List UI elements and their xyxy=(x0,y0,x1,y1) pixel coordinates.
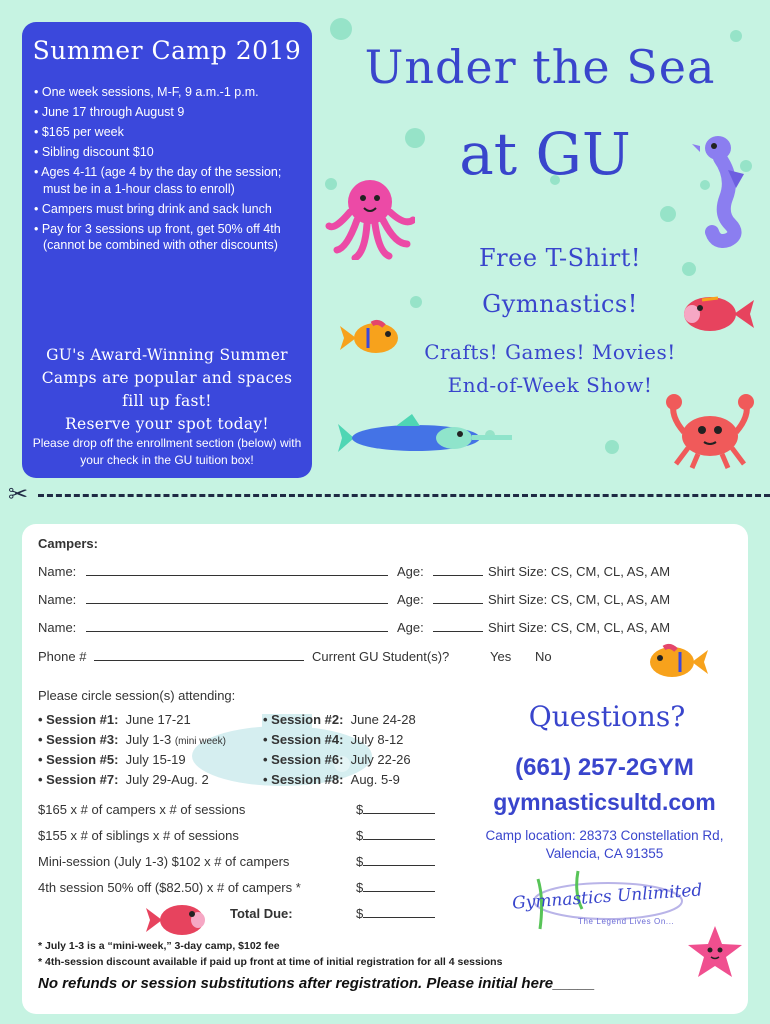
name-label: Name: xyxy=(38,592,77,607)
name-label: Name: xyxy=(38,564,77,579)
octopus-icon xyxy=(325,170,415,260)
fee-line: $165 x # of campers x # of sessions xyxy=(38,802,246,817)
fee-amount xyxy=(356,828,435,843)
bubble-dot xyxy=(330,18,352,40)
session-label: • Session #6: xyxy=(263,752,344,767)
session-label: • Session #4: xyxy=(263,732,344,747)
camp-info-box xyxy=(22,22,312,478)
session-label: • Session #5: xyxy=(38,752,119,767)
sawfish-icon xyxy=(336,412,516,462)
contact-phone[interactable]: (661) 257-2GYM xyxy=(515,754,694,781)
name-field[interactable] xyxy=(86,620,388,632)
footnote: * 4th-session discount available if paid up front at time of initial registration for all 4 sessions xyxy=(38,956,503,968)
shirt-size-options[interactable]: Shirt Size: CS, CM, CL, AS, AM xyxy=(488,592,671,607)
phone-row xyxy=(38,649,304,664)
session-label: • Session #8: xyxy=(263,772,344,787)
age-field[interactable] xyxy=(433,592,483,604)
logo-tagline: The Legend Lives On... xyxy=(578,917,675,926)
camp-title: Summer Camp 2019 xyxy=(32,36,302,65)
promo-line: Reserve your spot today! xyxy=(65,415,269,433)
fee-amount xyxy=(356,802,435,817)
contact-website[interactable]: gymnasticsultd.com xyxy=(493,789,716,815)
campers-label: Campers: xyxy=(38,536,98,551)
total-due-label: Total Due: xyxy=(230,906,293,921)
camper-row xyxy=(397,620,483,635)
perk-activities: Crafts! Games! Movies! xyxy=(424,340,676,364)
seahorse-icon xyxy=(690,128,750,248)
camper-row xyxy=(397,564,483,579)
dollar-sign: $ xyxy=(356,906,364,921)
phone-label: Phone # xyxy=(38,649,87,664)
session-option[interactable] xyxy=(38,752,186,767)
fish-icon xyxy=(678,290,756,336)
total-due-amount xyxy=(356,906,435,921)
session-dates: July 29-Aug. 2 xyxy=(125,772,209,787)
no-option[interactable]: No xyxy=(535,649,552,664)
camper-row xyxy=(38,592,388,607)
session-option[interactable] xyxy=(38,772,209,787)
perk-tshirt: Free T-Shirt! xyxy=(478,244,642,272)
session-dates: June 24-28 xyxy=(350,712,416,727)
detail-item: • Sibling discount $10 xyxy=(34,145,154,159)
age-label: Age: xyxy=(397,620,424,635)
refund-policy: No refunds or session substitutions after registration. Please initial here_____ xyxy=(38,975,595,992)
bubble-dot xyxy=(660,206,676,222)
session-option[interactable] xyxy=(263,732,403,747)
session-option[interactable] xyxy=(263,712,416,727)
detail-item: • June 17 through August 9 xyxy=(34,105,185,119)
session-dates: Aug. 5-9 xyxy=(350,772,400,787)
fee-amount-field[interactable] xyxy=(363,828,435,840)
session-dates: July 8-12 xyxy=(350,732,404,747)
session-note: (mini week) xyxy=(174,736,226,747)
fee-line: Mini-session (July 1-3) $102 x # of campers xyxy=(38,854,290,869)
questions-heading: Questions? xyxy=(528,700,686,733)
crab-icon xyxy=(660,392,760,472)
fee-amount-field[interactable] xyxy=(363,880,435,892)
detail-item: • One week sessions, M-F, 9 a.m.-1 p.m. xyxy=(34,85,259,99)
logo-name: Gymnastics Unlimited xyxy=(511,880,703,914)
total-due-field[interactable] xyxy=(363,906,435,918)
fee-amount xyxy=(356,854,435,869)
location-line: Valencia, CA 91355 xyxy=(545,846,664,861)
age-label: Age: xyxy=(397,592,424,607)
session-label: • Session #7: xyxy=(38,772,119,787)
dollar-sign: $ xyxy=(356,828,364,843)
headline-subtitle: at GU xyxy=(459,120,631,188)
session-label: • Session #1: xyxy=(38,712,119,727)
submarine-icon xyxy=(172,694,392,804)
fish-icon xyxy=(338,318,404,358)
dropoff-note: Please drop off the enrollment section (below) with your check in the GU tuition box! xyxy=(32,436,302,467)
headline-title: Under the Sea xyxy=(364,40,716,94)
session-dates: July 1-3 xyxy=(125,732,172,747)
promo-text xyxy=(22,344,312,436)
dollar-sign: $ xyxy=(356,854,364,869)
session-dates: July 15-19 xyxy=(125,752,186,767)
cut-line xyxy=(38,494,770,497)
current-student-label: Current GU Student(s)? xyxy=(312,649,450,664)
name-field[interactable] xyxy=(86,564,388,576)
camp-details-list xyxy=(34,84,304,257)
promo-line: GU's Award-Winning Summer xyxy=(46,346,288,364)
yes-option[interactable]: Yes xyxy=(490,649,512,664)
promo-line: fill up fast! xyxy=(122,392,212,410)
name-field[interactable] xyxy=(86,592,388,604)
age-label: Age: xyxy=(397,564,424,579)
dollar-sign: $ xyxy=(356,802,364,817)
session-dates: July 22-26 xyxy=(350,752,411,767)
fee-amount-field[interactable] xyxy=(363,802,435,814)
detail-item: • Ages 4-11 (age 4 by the day of the session; must be in a 1-hour class to enroll) xyxy=(34,165,282,196)
name-label: Name: xyxy=(38,620,77,635)
promo-line: Camps are popular and spaces xyxy=(41,369,293,387)
gymnastics-unlimited-logo xyxy=(508,869,703,937)
perk-show: End-of-Week Show! xyxy=(447,373,653,397)
age-field[interactable] xyxy=(433,564,483,576)
session-dates: June 17-21 xyxy=(125,712,191,727)
starfish-icon xyxy=(686,924,744,980)
age-field[interactable] xyxy=(433,620,483,632)
footnote: * July 1-3 is a “mini-week,” 3-day camp, $102 fee xyxy=(38,940,280,952)
session-option[interactable] xyxy=(263,772,400,787)
camper-row xyxy=(38,564,388,579)
camp-location xyxy=(462,827,747,863)
shirt-size-options[interactable]: Shirt Size: CS, CM, CL, AS, AM xyxy=(488,620,671,635)
session-option[interactable] xyxy=(38,732,226,747)
session-option[interactable] xyxy=(38,712,191,727)
camper-row xyxy=(397,592,483,607)
camper-row xyxy=(38,620,388,635)
session-option[interactable] xyxy=(263,752,411,767)
detail-item: • Pay for 3 sessions up front, get 50% off 4th (cannot be combined with other discounts) xyxy=(34,221,281,252)
fee-amount-field[interactable] xyxy=(363,854,435,866)
sessions-prompt: Please circle session(s) attending: xyxy=(38,688,236,703)
scissors-icon: ✂ xyxy=(8,481,29,508)
detail-item: • Campers must bring drink and sack lunch xyxy=(34,201,272,216)
dollar-sign: $ xyxy=(356,880,364,895)
bubble-dot xyxy=(605,440,619,454)
session-label: • Session #3: xyxy=(38,732,119,747)
enrollment-form xyxy=(22,524,748,1014)
phone-field[interactable] xyxy=(94,649,304,661)
shirt-size-options[interactable]: Shirt Size: CS, CM, CL, AS, AM xyxy=(488,564,671,579)
fish-icon xyxy=(644,642,710,682)
session-label: • Session #2: xyxy=(263,712,344,727)
fee-line: 4th session 50% off ($82.50) x # of campers * xyxy=(38,880,301,895)
location-line: Camp location: 28373 Constellation Rd, xyxy=(485,828,724,843)
fee-line: $155 x # of siblings x # of sessions xyxy=(38,828,239,843)
detail-item: • $165 per week xyxy=(34,125,124,139)
perk-gymnastics: Gymnastics! xyxy=(482,290,638,318)
fee-amount xyxy=(356,880,435,895)
fish-icon xyxy=(144,900,214,940)
